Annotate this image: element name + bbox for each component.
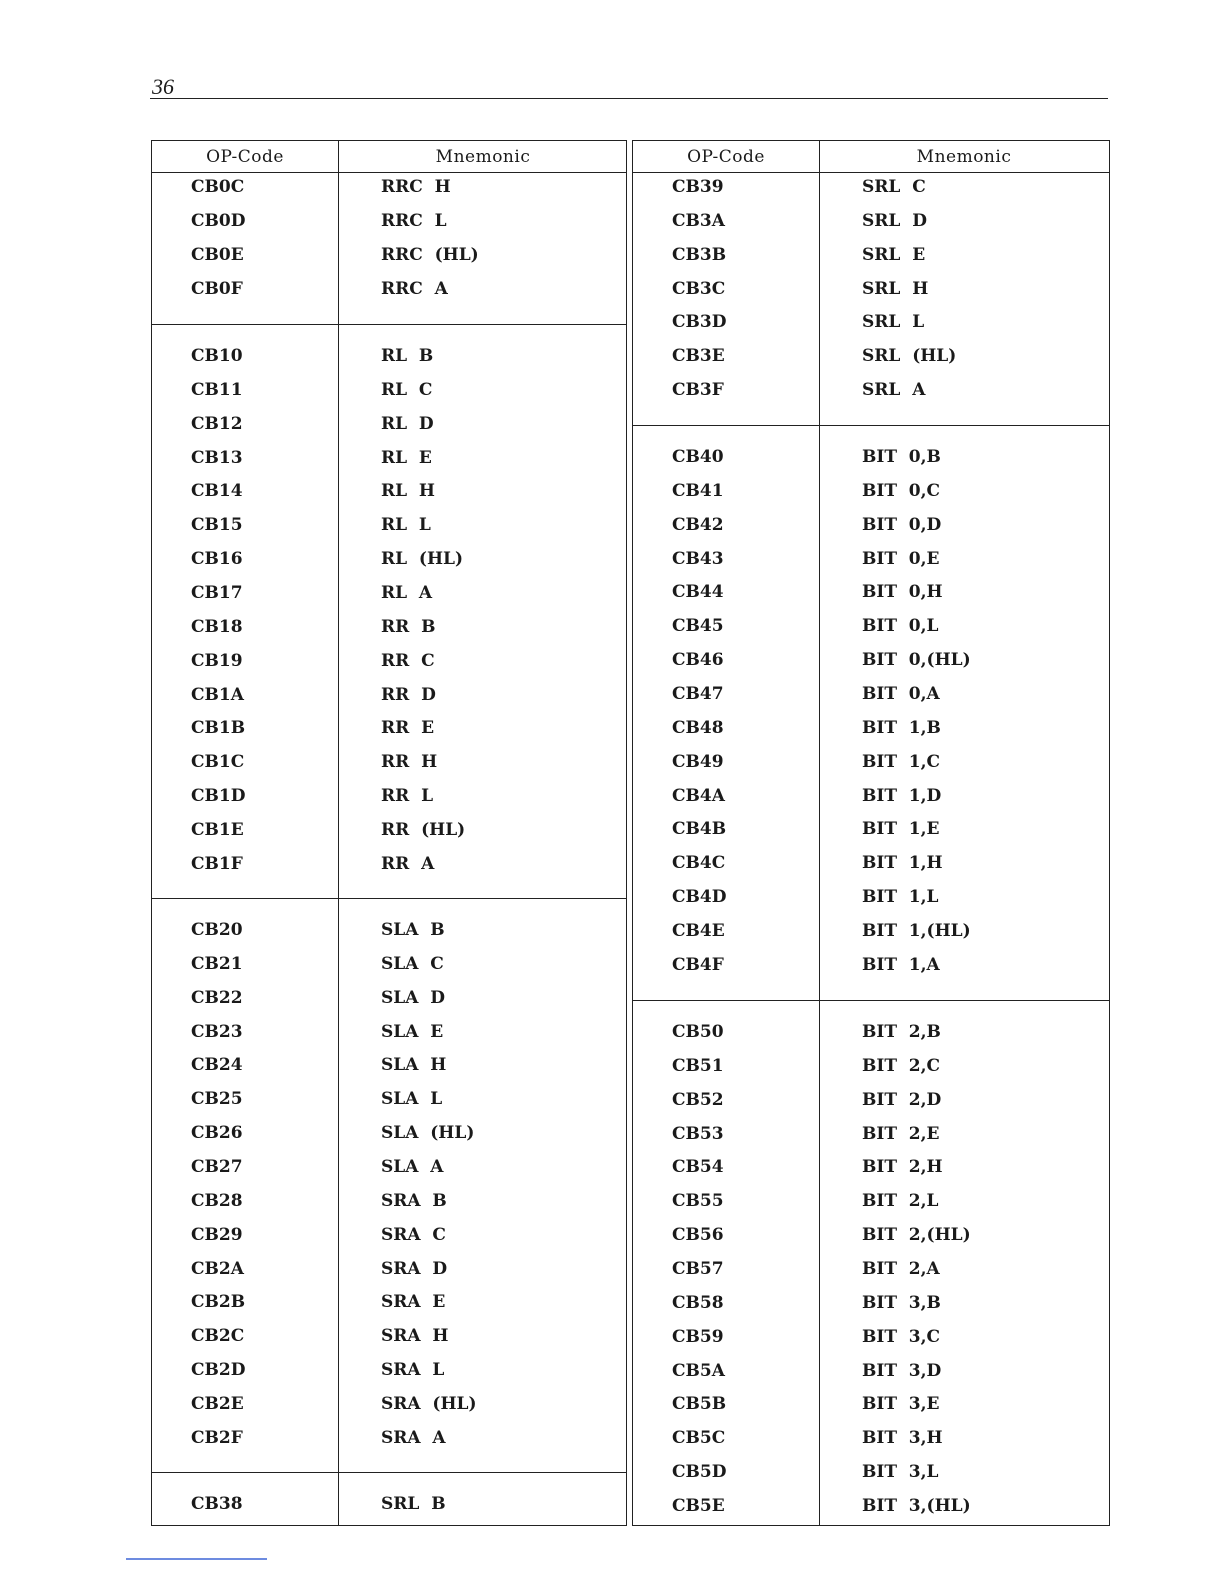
mnemonic-cell: BIT 2,C [862,1055,941,1076]
mnemonic-cell: BIT 1,A [862,954,940,975]
opcode-cell: CB47 [672,683,724,704]
table-row [633,819,1109,853]
opcode-table-right [632,140,1110,1526]
mnemonic-cell: BIT 2,A [862,1258,940,1279]
table-row [152,685,626,719]
table-header [633,141,1109,173]
opcode-cell: CB0C [191,177,245,197]
mnemonic-cell: BIT 0,H [862,582,943,603]
table-row [152,954,626,988]
table-row [152,414,626,448]
mnemonic-cell: BIT 2,(HL) [862,1225,971,1246]
table-row [633,718,1109,752]
table-row [633,346,1109,380]
mnemonic-cell: SLA B [381,920,445,940]
opcode-cell: CB20 [191,920,243,940]
mnemonic-cell: RRC (HL) [381,244,479,265]
table-row [633,481,1109,515]
opcode-cell: CB51 [672,1055,724,1076]
opcode-cell: CB22 [191,987,243,1008]
opcode-cell: CB5C [672,1428,726,1449]
opcode-cell: CB2E [191,1393,244,1414]
table-row [633,380,1109,414]
opcode-cell: CB1A [191,684,244,705]
table-row [152,549,626,583]
opcode-cell: CB3B [672,244,727,265]
opcode-cell: CB2D [191,1360,246,1381]
opcode-cell: CB4F [672,954,724,975]
mnemonic-cell: SLA D [381,987,445,1008]
mnemonic-cell: SRA B [381,1190,447,1211]
mnemonic-cell: RL H [381,481,435,502]
mnemonic-cell: RL L [381,515,431,536]
table-row [633,549,1109,583]
table-row [633,1428,1109,1462]
table-row [152,1225,626,1259]
table-row [152,1360,626,1394]
table-row [152,177,626,211]
opcode-cell: CB4D [672,887,727,908]
table-row [152,1326,626,1360]
table-row [633,1124,1109,1158]
table-row [633,177,1109,211]
mnemonic-cell: RR D [381,684,436,705]
mnemonic-cell: BIT 1,H [862,853,943,874]
margin-mark [126,1558,267,1560]
mnemonic-cell: RL (HL) [381,549,464,570]
group-separator [633,1000,1109,1001]
mnemonic-cell: BIT 0,E [862,548,940,569]
opcode-cell: CB2A [191,1258,244,1279]
opcode-cell: CB0F [191,278,243,299]
mnemonic-cell: RL E [381,447,432,468]
table-row [633,211,1109,245]
opcode-cell: CB29 [191,1224,243,1245]
table-row [152,211,626,245]
opcode-cell: CB1C [191,752,245,773]
mnemonic-cell: SLA L [381,1089,443,1110]
table-row [152,1394,626,1428]
table-row [633,650,1109,684]
opcode-cell: CB13 [191,447,243,468]
mnemonic-cell: SLA A [381,1156,444,1177]
table-row [152,380,626,414]
opcode-cell: CB16 [191,549,243,570]
mnemonic-cell: BIT 1,L [862,887,939,908]
table-row [633,1225,1109,1259]
table-row [633,955,1109,989]
table-row [633,853,1109,887]
mnemonic-cell: BIT 3,L [862,1462,939,1483]
opcode-cell: CB0D [191,210,246,231]
mnemonic-cell: BIT 0,A [862,683,940,704]
table-row [152,1157,626,1191]
mnemonic-cell: RRC H [381,177,451,197]
opcode-cell: CB12 [191,413,243,434]
table-row [633,1293,1109,1327]
table-row [633,1157,1109,1191]
table-row [152,1428,626,1462]
opcode-cell: CB26 [191,1123,243,1144]
table-row [633,447,1109,481]
opcode-cell: CB3E [672,346,725,367]
mnemonic-cell: RR B [381,616,436,637]
table-row [152,651,626,685]
opcode-cell: CB11 [191,379,243,400]
table-row [633,515,1109,549]
opcode-cell: CB10 [191,346,243,366]
page-number: 36 [152,74,174,99]
mnemonic-cell: BIT 1,C [862,751,941,772]
mnemonic-cell: BIT 3,D [862,1360,942,1381]
table-row [152,583,626,617]
group-separator [152,1472,626,1473]
opcode-cell: CB46 [672,650,724,671]
table-row [633,1090,1109,1124]
mnemonic-cell: SRL C [862,177,926,197]
opcode-cell: CB38 [191,1494,243,1514]
mnemonic-cell: BIT 2,H [862,1157,943,1178]
table-row [152,1055,626,1089]
mnemonic-cell: RR H [381,752,438,773]
mnemonic-cell: BIT 2,D [862,1089,942,1110]
table-row [633,887,1109,921]
opcode-cell: CB54 [672,1157,724,1178]
mnemonic-cell: SRA (HL) [381,1393,477,1414]
mnemonic-cell: SRA D [381,1258,448,1279]
opcode-cell: CB41 [672,480,724,501]
group-separator [152,324,626,325]
opcode-cell: CB56 [672,1225,724,1246]
opcode-cell: CB21 [191,953,243,974]
opcode-cell: CB42 [672,514,724,535]
opcode-cell: CB5E [672,1495,725,1516]
mnemonic-cell: SRL B [381,1494,446,1514]
opcode-cell: CB3A [672,210,725,231]
mnemonic-cell: RL C [381,379,433,400]
mnemonic-cell: BIT 3,H [862,1428,943,1449]
mnemonic-cell: BIT 0,B [862,447,941,467]
mnemonic-cell: BIT 2,L [862,1191,939,1212]
opcode-cell: CB1F [191,853,243,874]
mnemonic-cell: BIT 0,D [862,514,942,535]
table-row [152,617,626,651]
table-row [152,752,626,786]
opcode-cell: CB44 [672,582,724,603]
table-row [152,920,626,954]
table-header [152,141,626,173]
mnemonic-cell: RR C [381,650,435,671]
table-row [152,854,626,888]
mnemonic-cell: BIT 3,C [862,1326,941,1347]
opcode-cell: CB3F [672,380,724,401]
mnemonic-cell: BIT 1,D [862,785,942,806]
mnemonic-cell: RL B [381,346,434,366]
mnemonic-cell: BIT 2,B [862,1022,941,1042]
table-row [152,786,626,820]
opcode-cell: CB55 [672,1191,724,1212]
table-row [633,1056,1109,1090]
mnemonic-cell: SRL L [862,312,925,333]
mnemonic-cell: SRL (HL) [862,346,957,367]
mnemonic-cell: RR A [381,853,435,874]
opcode-cell: CB14 [191,481,243,502]
mnemonic-cell: BIT 3,E [862,1394,940,1415]
opcode-cell: CB40 [672,447,724,467]
table-row [152,1259,626,1293]
mnemonic-cell: SLA (HL) [381,1123,475,1144]
mnemonic-cell: BIT 0,(HL) [862,650,971,671]
opcode-cell: CB58 [672,1292,724,1313]
table-row [152,346,626,380]
table-row [152,1494,626,1528]
table-row [152,481,626,515]
opcode-cell: CB18 [191,616,243,637]
table-row [152,820,626,854]
table-row [633,921,1109,955]
opcode-cell: CB28 [191,1190,243,1211]
mnemonic-cell: SLA C [381,953,444,974]
opcode-cell: CB1D [191,786,246,807]
table-row [633,582,1109,616]
mnemonic-header: Mnemonic [916,147,1012,167]
mnemonic-cell: RR L [381,786,434,807]
mnemonic-cell: RR E [381,718,435,739]
table-row [152,988,626,1022]
table-row [633,245,1109,279]
opcode-cell: CB25 [191,1089,243,1110]
mnemonic-cell: SRL H [862,278,929,299]
table-row [152,515,626,549]
opcode-cell: CB2B [191,1292,246,1313]
table-row [152,1123,626,1157]
mnemonic-cell: BIT 1,E [862,819,940,840]
opcode-cell: CB53 [672,1123,724,1144]
table-row [633,1496,1109,1530]
mnemonic-cell: BIT 3,(HL) [862,1495,971,1516]
group-separator [152,898,626,899]
mnemonic-header: Mnemonic [435,147,531,167]
opcode-cell: CB23 [191,1021,243,1042]
table-row [152,1022,626,1056]
mnemonic-cell: RRC A [381,278,448,299]
mnemonic-cell: BIT 3,B [862,1292,941,1313]
table-row [152,1191,626,1225]
opcode-cell: CB39 [672,177,724,197]
mnemonic-cell: SRA E [381,1292,446,1313]
table-row [633,1022,1109,1056]
table-row [633,312,1109,346]
opcode-cell: CB15 [191,515,243,536]
mnemonic-cell: RRC L [381,210,447,231]
table-row [152,279,626,313]
mnemonic-cell: SRL A [862,380,926,401]
mnemonic-cell: SLA H [381,1055,447,1076]
opcode-cell: CB1B [191,718,246,739]
opcode-cell: CB3C [672,278,726,299]
opcode-cell: CB4B [672,819,727,840]
opcode-cell: CB4C [672,853,726,874]
table-row [633,752,1109,786]
mnemonic-cell: BIT 1,(HL) [862,920,971,941]
mnemonic-cell: RL D [381,413,434,434]
table-row [152,1089,626,1123]
table-row [633,279,1109,313]
mnemonic-cell: SRA C [381,1224,446,1245]
mnemonic-cell: BIT 2,E [862,1123,940,1144]
header-rule [150,98,1108,99]
opcode-cell: CB43 [672,548,724,569]
table-row [152,1292,626,1326]
opcode-cell: CB57 [672,1258,724,1279]
table-row [633,786,1109,820]
table-row [633,1327,1109,1361]
opcode-cell: CB59 [672,1326,724,1347]
opcode-cell: CB0E [191,244,244,265]
table-row [152,245,626,279]
opcode-cell: CB1E [191,819,244,840]
opcode-header: OP-Code [206,147,284,167]
mnemonic-cell: RL A [381,582,433,603]
opcode-cell: CB4A [672,785,725,806]
table-row [633,616,1109,650]
opcode-header: OP-Code [687,147,765,167]
opcode-cell: CB50 [672,1022,724,1042]
table-row [633,1259,1109,1293]
table-row [152,718,626,752]
table-row [633,1462,1109,1496]
mnemonic-cell: BIT 1,B [862,717,941,738]
opcode-cell: CB5B [672,1394,727,1415]
opcode-cell: CB2F [191,1427,243,1448]
opcode-cell: CB48 [672,717,724,738]
opcode-cell: CB52 [672,1089,724,1110]
opcode-cell: CB24 [191,1055,243,1076]
mnemonic-cell: SRA A [381,1427,446,1448]
mnemonic-cell: SRA H [381,1326,449,1347]
mnemonic-cell: SLA E [381,1021,444,1042]
group-separator [633,425,1109,426]
table-row [633,1191,1109,1225]
mnemonic-cell: SRA L [381,1360,445,1381]
mnemonic-cell: BIT 0,L [862,616,939,637]
table-row [633,684,1109,718]
opcode-cell: CB49 [672,751,724,772]
opcode-cell: CB4E [672,920,725,941]
mnemonic-cell: SRL D [862,210,927,231]
opcode-cell: CB17 [191,582,243,603]
table-row [633,1361,1109,1395]
mnemonic-cell: BIT 0,C [862,480,941,501]
mnemonic-cell: SRL E [862,244,926,265]
opcode-cell: CB45 [672,616,724,637]
opcode-cell: CB5A [672,1360,725,1381]
opcode-cell: CB2C [191,1326,245,1347]
table-row [633,1394,1109,1428]
table-row [152,448,626,482]
opcode-cell: CB5D [672,1462,727,1483]
opcode-cell: CB19 [191,650,243,671]
opcode-table-left [151,140,627,1526]
opcode-cell: CB3D [672,312,727,333]
opcode-cell: CB27 [191,1156,243,1177]
mnemonic-cell: RR (HL) [381,819,466,840]
